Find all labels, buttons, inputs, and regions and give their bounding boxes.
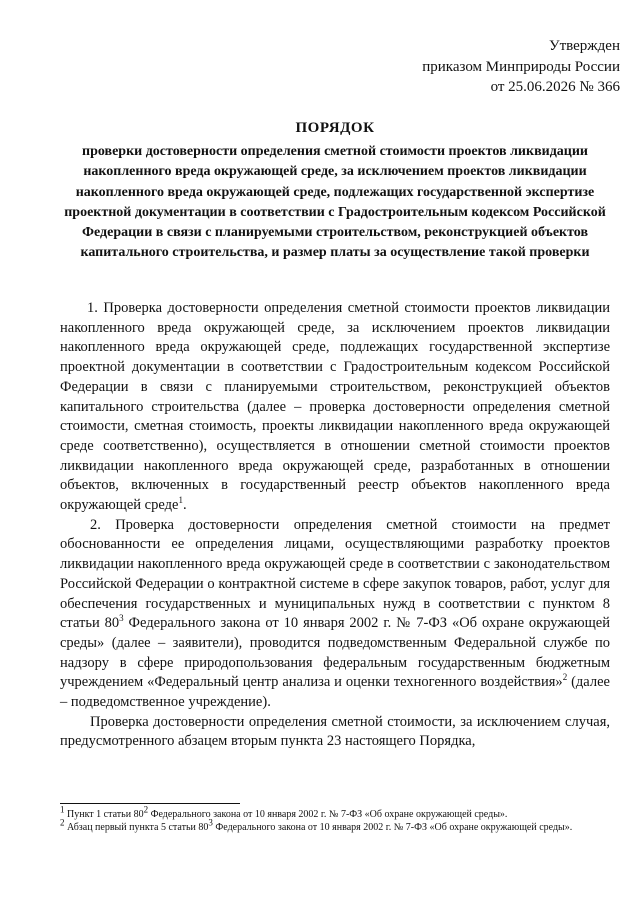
approval-block [400,36,620,98]
paragraph-3: Проверка достоверности определения сметной стоимости, за исключением случая, предусмотренного абзацем вторым пункта 23 настоящего Порядка, [60,713,610,750]
footnote-divider [60,803,240,804]
paragraph-2-text-c: (далее – подведомственное учреждение). [60,674,610,711]
footnote-2-mark: 2 [60,817,65,828]
footnote-1-article-sup: 2 [143,804,149,815]
footnote-1-mark: 1 [60,804,65,815]
approval-line-date-number: от 25.06.2026 № 366 [490,79,620,95]
footnote-ref-2: 2 [562,672,568,683]
document-subtitle: проверки достоверности определения сметной стоимости проектов ликвидации накопленного вреда окружающей среде, за исключением проектов ликвидации накопленного вреда окружающей среде, подлежащих государственной экспертизе проектной документации в соответствии с Градостроительным кодексом Российской Федерации в связи с планируемыми строительством, реконструкцией объектов капитального строительства, и размер платы за осуществление такой проверки [64,144,606,261]
paragraph-1-text: 1. Проверка достоверности определения сметной стоимости проектов ликвидации накопленного вреда окружающей среде, за исключением проектов ликвидации накопленного вреда окружающей среде, подлежащих государственной экспертизе проектной документации в соответствии с Градостроительным кодексом Российской Федерации в связи с планируемыми строительством, реконструкцией объектов капитального строительства (далее – проверка достоверности определения сметной стоимости, сметная стоимость, проекты ликвидации накопленного вреда окружающей среде соответственно), осуществляется в отношении сметной стоимости проектов ликвидации накопленного вреда окружающей среде, разработанных в отношении объектов, включенных в государственный реестр объектов накопленного вреда окружающей среде [60,300,610,514]
footnote-1-text-a: Пункт 1 статьи 80 [64,809,144,820]
footnote-1-text-b: Федерального закона от 10 января 2002 г. № 7-ФЗ «Об охране окружающей среды». [148,809,508,820]
footnote-ref-1: 1 [178,495,183,506]
footnotes [60,804,615,834]
footnote-1 [60,804,615,822]
footnote-2 [60,817,615,835]
footnote-2-article-sup: 3 [208,817,213,828]
paragraph-1: 1. Проверка достоверности определения сметной стоимости проектов ликвидации накопленного вреда окружающей среде, за исключением проектов ликвидации накопленного вреда окружающей среде, подлежащих государственной экспертизе проектной документации в соответствии с Градостроительным кодексом Российской Федерации в связи с планируемыми строительством, реконструкцией объектов капитального строительства (далее – проверка достоверности определения сметной стоимости, сметная стоимость, проекты ликвидации накопленного вреда окружающей среде соответственно), осуществляется в отношении сметной стоимости проектов ликвидации накопленного вреда окружающей среде, разработанных в отношении объектов, включенных в государственный реестр объектов накопленного вреда окружающей среде$^1$. [60,300,610,514]
paragraph-2-text-b: Федерального закона от 10 января 2002 г. № 7-ФЗ «Об охране окружающей среды» (далее – заявители), проводится подведомственным Федеральной службе по надзору в сфере природопользования федеральным государственным бюджетным учреждением «Федеральный центр анализа и оценки техногенного воздействия» [60,615,610,691]
footnote-2-text-b: Федерального закона от 10 января 2002 г. № 7-ФЗ «Об охране окружающей среды». [212,821,573,833]
article-superscript: 3 [119,613,124,624]
paragraph-2 [60,516,610,713]
approval-line-approved: Утвержден [548,38,620,54]
footnote-2-text-a: Абзац первый пункта 5 статьи 80 [64,821,209,833]
approval-line-order: приказом Минприроды России [422,58,620,75]
document-title: ПОРЯДОК [295,120,375,136]
paragraph-2-text-a: 2. Проверка достоверности определения сметной стоимости на предмет обоснованности ее определения лицами, осуществляющими разработку проектов ликвидации накопленного вреда окружающей среде в соответствии с законодательством Российской Федерации о контрактной системе в сфере закупок товаров, работ, услуг для обеспечения государственных и муниципальных нужд в соответствии с пунктом 8 статьи 80 [60,516,610,632]
document-body [60,299,610,752]
